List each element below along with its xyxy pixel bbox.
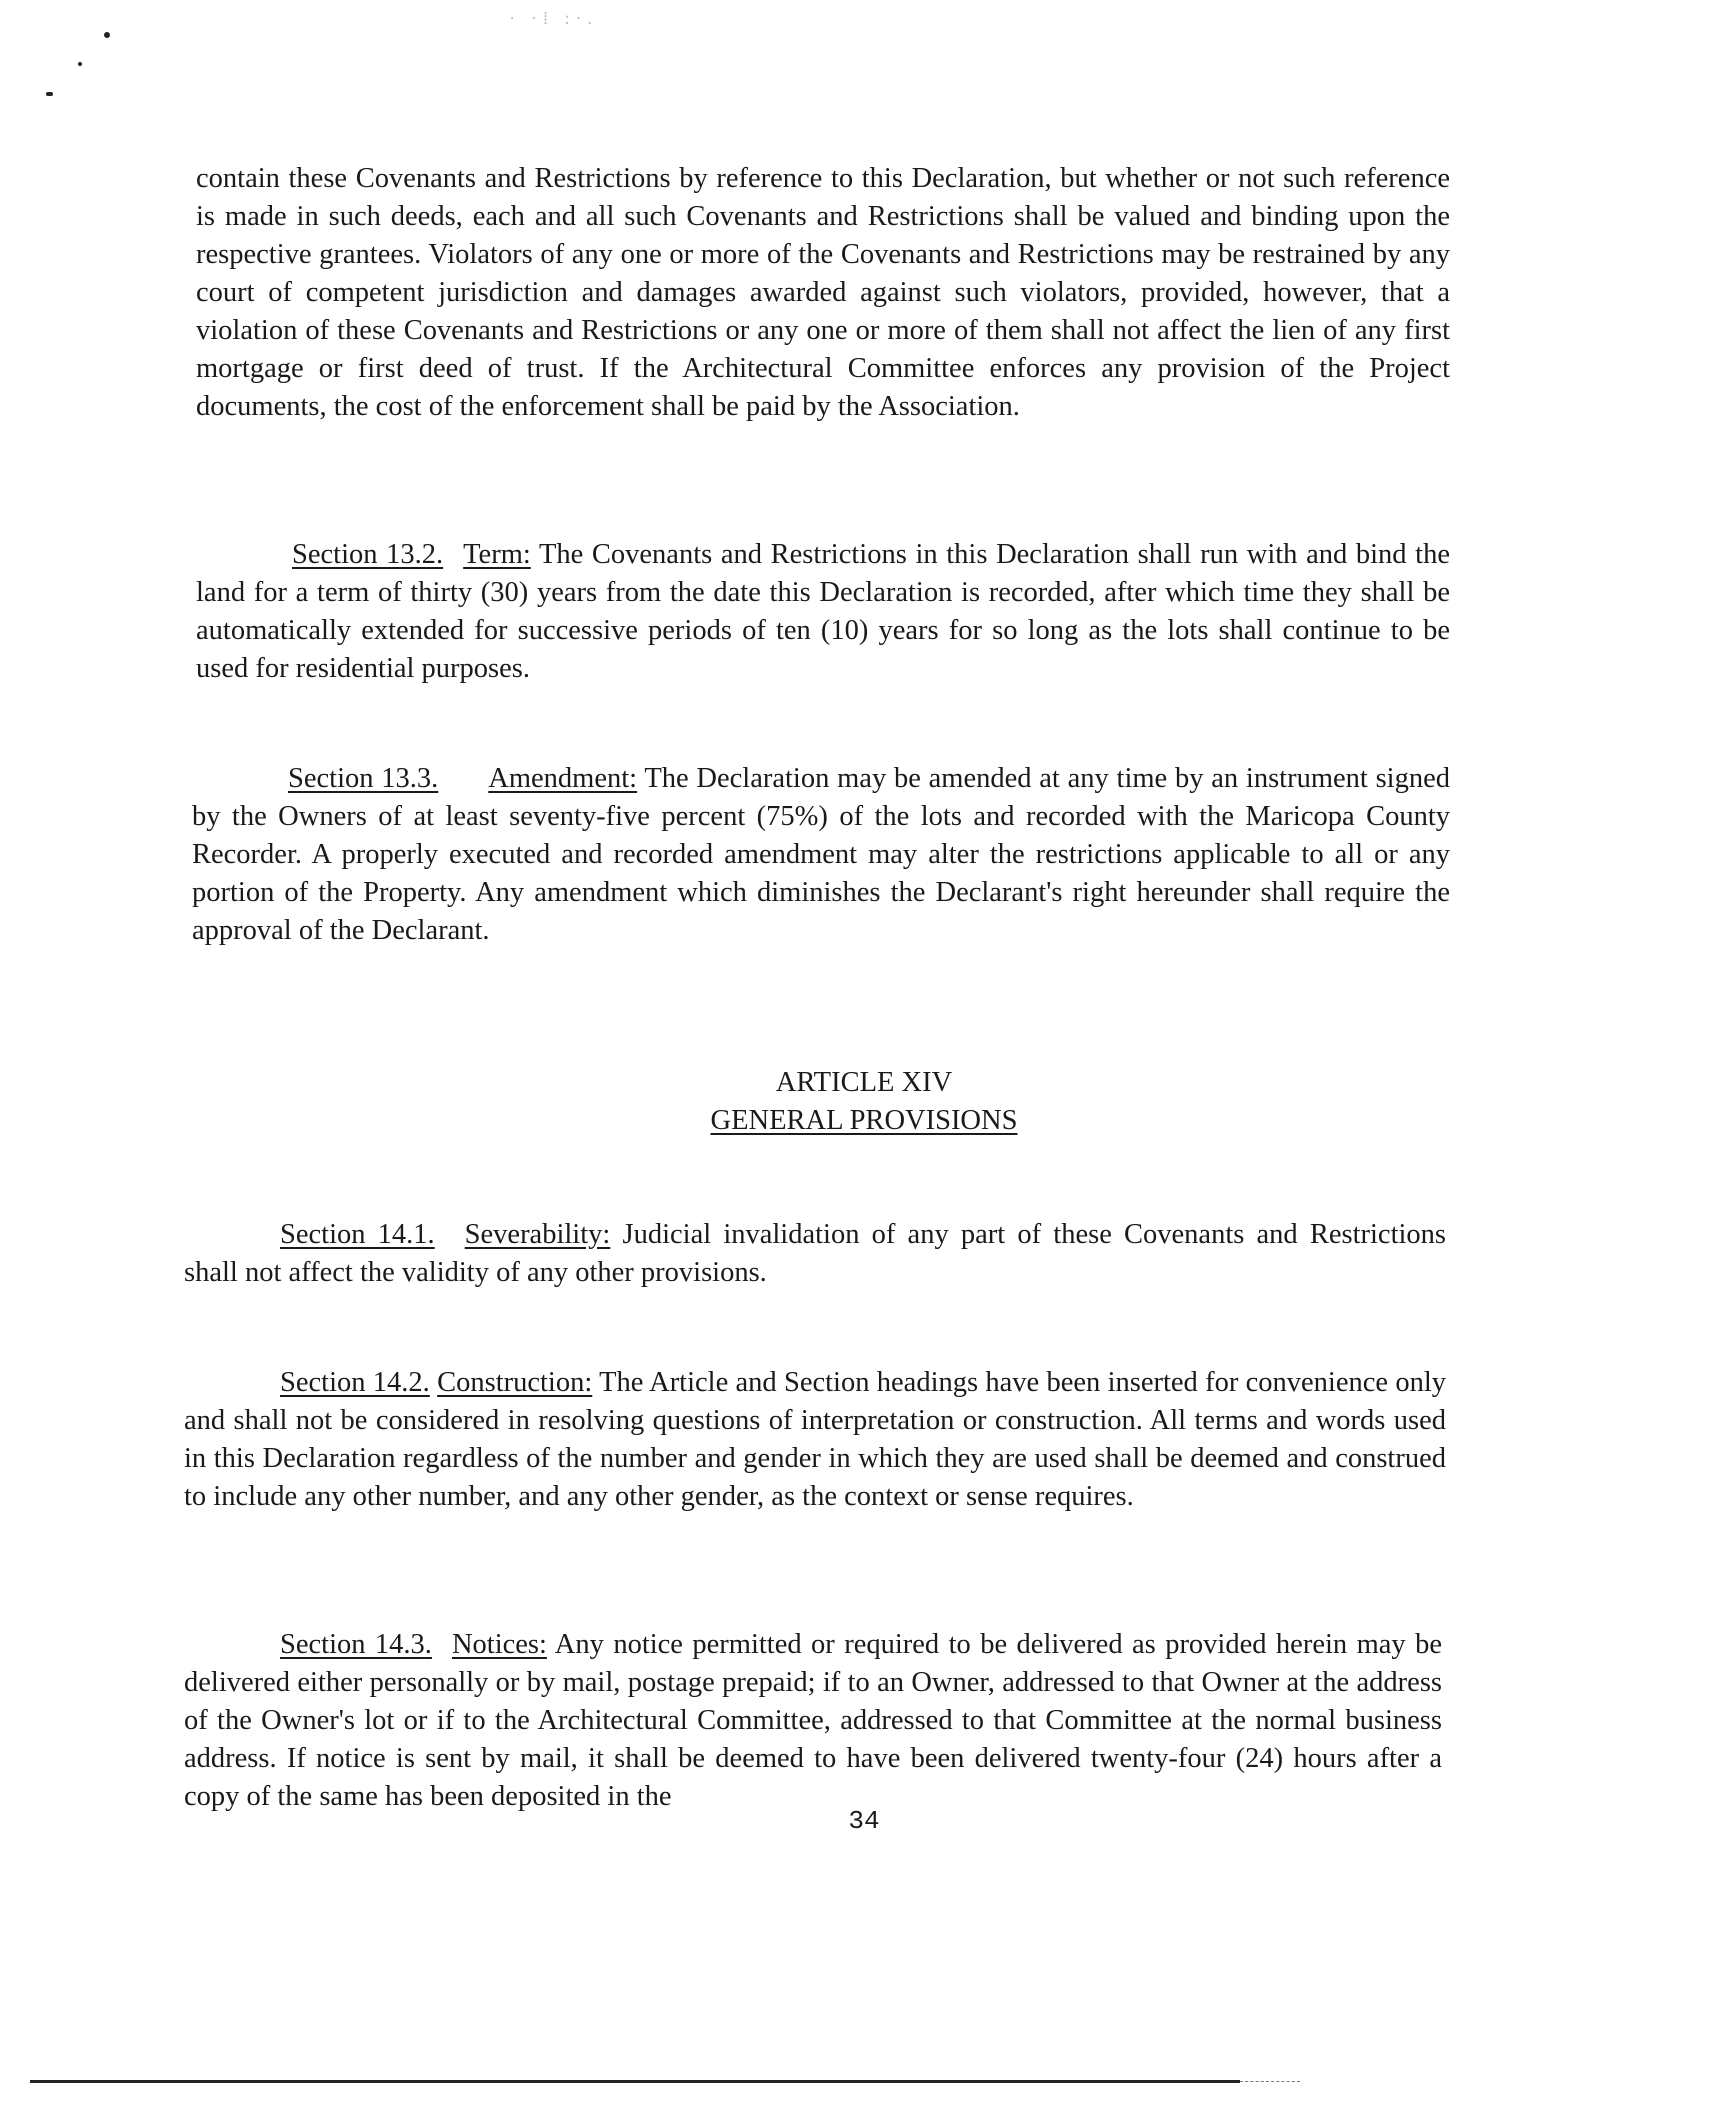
section-number: Section 13.2. bbox=[292, 539, 444, 570]
section-text: The Declaration may be amended at any time by an instrument signed by the Owners of at least seventy-five percent (75%) of the lots and recorded with the Maricopa County Recorder. A properly executed and recorded amendment may alter the restrictions applicable to all or any portion of the Property. Any amendment which diminishes the Declarant's right hereunder shall require the approval of the Declarant. bbox=[192, 763, 1450, 946]
section-number: Section 14.1. bbox=[280, 1219, 435, 1250]
article-title: ARTICLE XIV bbox=[775, 1067, 953, 1098]
page-number: 34 bbox=[848, 1806, 880, 1836]
section-number: Section 13.3. bbox=[288, 763, 439, 794]
section-14-3 bbox=[184, 1626, 1442, 1816]
section-heading: Construction: bbox=[437, 1367, 593, 1398]
section-number: Section 14.3. bbox=[280, 1629, 432, 1660]
continuation-paragraph: contain these Covenants and Restrictions by reference to this Declaration, but whether or not such reference is made in such deeds, each and all such Covenants and Restrictions shall be valued and binding upon the respective grantees. Violators of any one or more of the Covenants and Restrictions may be restrained by any court of competent jurisdiction and damages awarded against such violators, provided, however, that a violation of these Covenants and Restrictions or any one or more of them shall not affect the lien of any first mortgage or first deed of trust. If the Architectural Committee enforces any provision of the Project documents, the cost of the enforcement shall be paid by the Association. bbox=[196, 163, 1450, 422]
section-heading: Amendment: bbox=[488, 763, 638, 794]
section-14-2 bbox=[184, 1364, 1446, 1516]
scan-speck bbox=[78, 62, 82, 66]
section-text: The Article and Section headings have been inserted for convenience only and shall not be considered in resolving questions of interpretation or construction. All terms and words used in this Declaration regardless of the number and gender in which they are used shall be deemed and construed to include any other number, and any other gender, as the context or sense requires. bbox=[184, 1367, 1446, 1512]
article-subtitle: GENERAL PROVISIONS bbox=[710, 1105, 1018, 1136]
section-text: The Covenants and Restrictions in this Declaration shall run with and bind the land for a term of thirty (30) years from the date this Declaration is recorded, after which time they shall be automatically extended for successive periods of ten (10) years for so long as the lots shall continue to be used for residential purposes. bbox=[196, 539, 1450, 684]
section-text: Any notice permitted or required to be delivered as provided herein may be delivered either personally or by mail, postage prepaid; if to an Owner, addressed to that Owner at the address of the Owner's lot or if to the Architectural Committee, addressed to that Committee at the normal business address. If notice is sent by mail, it shall be deemed to have been delivered twenty-four (24) hours after a copy of the same has been deposited in the bbox=[184, 1629, 1442, 1812]
scan-speck bbox=[46, 92, 53, 96]
section-heading: Notices: bbox=[451, 1629, 547, 1660]
scan-noise: ∙ ·⁞ :·. bbox=[510, 8, 598, 28]
section-heading: Term: bbox=[463, 539, 531, 570]
section-13-2 bbox=[196, 536, 1450, 688]
scan-speck bbox=[104, 32, 110, 38]
footer-rule bbox=[30, 2080, 1240, 2083]
section-text: Judicial invalidation of any part of these Covenants and Restrictions shall not affect the validity of any other provisions. bbox=[184, 1219, 1447, 1288]
section-14-1 bbox=[184, 1216, 1446, 1292]
section-number: Section 14.2. bbox=[280, 1367, 430, 1398]
section-13-3 bbox=[192, 760, 1450, 950]
footer-rule-tail bbox=[1240, 2081, 1300, 2083]
section-heading: Severability: bbox=[464, 1219, 611, 1250]
